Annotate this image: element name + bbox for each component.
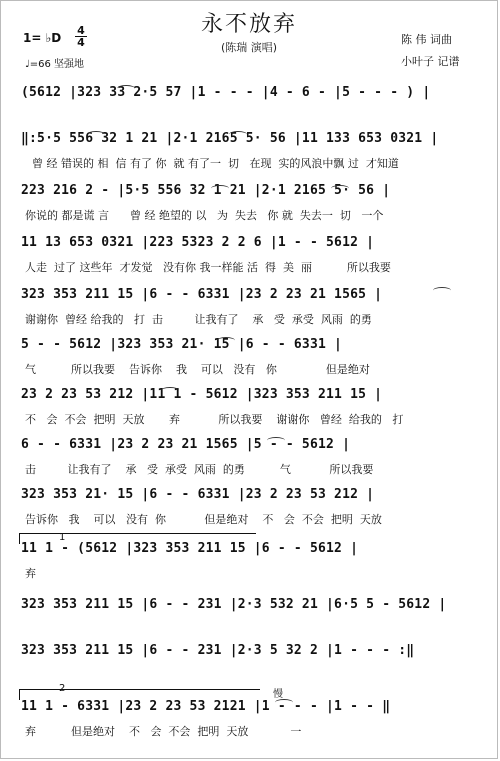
notation: 11 13 653 0321 |223 5323 2 2 6 |1 - - 5612 |	[21, 235, 375, 250]
notation: ‖:5·5 556 32 1 21 |2·1 2165 5· 56 |11 133 653 0321 |	[21, 131, 439, 146]
lyrics: 弃	[25, 567, 36, 580]
slur-mark	[229, 131, 247, 138]
lyrics: 曾 经 错误的 相 信 有了 你 就 有了一 切 在现 实的风浪中飘 过 才知道	[25, 157, 399, 170]
lyrics: 告诉你 我 可以 没有 你 但是绝对 不 会 不会 把明 天放	[25, 513, 382, 526]
score-line-10	[13, 539, 489, 593]
slur-mark	[211, 185, 229, 192]
lyrics: 弃 但是绝对 不 会 不会 把明 天放 一	[25, 725, 302, 738]
notation: 223 216 2 - |5·5 556 32 1 21 |2·1 2165 5· 56 |	[21, 183, 391, 198]
tempo-slow-marking: 慢	[273, 689, 283, 700]
notation: 6 - - 6331 |23 2 23 21 1565 |5 - - 5612 |	[21, 437, 351, 452]
volta-2-label: 2	[59, 683, 66, 694]
time-signature	[75, 25, 87, 48]
notation: 23 2 23 53 212 |11 1 - 5612 |323 353 211 15 |	[21, 387, 383, 402]
slur-mark	[87, 131, 105, 138]
slur-mark	[331, 185, 349, 192]
notation: 11 1 - 6331 |23 2 23 53 2121 |1 - - - |1 - - ‖	[21, 699, 391, 714]
slur-mark	[161, 387, 179, 394]
lyricist-credit: 陈 伟 词曲	[401, 33, 452, 46]
time-signature-top: 4	[75, 25, 87, 37]
lyrics: 人走 过了 这些年 才发觉 没有你 我一样能 活 得 美 丽 所以我要	[25, 261, 391, 274]
slur-mark	[217, 337, 235, 344]
lyrics: 你说的 都是谎 言 曾 经 绝望的 以 为 失去 你 就 失去一 切 一个	[25, 209, 384, 222]
transcriber-credit: 小叶子 记谱	[401, 55, 460, 68]
slur-mark	[117, 85, 135, 92]
key-signature: 1= ♭D	[23, 31, 62, 45]
time-signature-bottom: 4	[77, 36, 85, 49]
score-line-3	[13, 181, 489, 235]
tempo-marking: ♩=66 坚强地	[25, 59, 84, 70]
lyrics: 击 让我有了 承 受 承受 风雨 的勇 气 所以我要	[25, 463, 374, 476]
score-line-4	[13, 233, 489, 287]
notation: 5 - - 5612 |323 353 21· 15 |6 - - 6331 |	[21, 337, 343, 352]
score-line-6	[13, 335, 489, 389]
score-line-5	[13, 285, 489, 339]
score-line-8	[13, 435, 489, 489]
lyrics: 气 所以我要 告诉你 我 可以 没有 你 但是绝对	[25, 363, 370, 376]
score-line-13	[13, 697, 489, 751]
lyrics: 谢谢你 曾经 给我的 打 击 让我有了 承 受 承受 风雨 的勇	[25, 313, 372, 326]
slur-mark	[275, 699, 293, 706]
slur-mark	[267, 437, 285, 444]
score-line-9	[13, 485, 489, 539]
score-line-12	[13, 641, 489, 695]
notation: 323 353 211 15 |6 - - 231 |2·3 5 32 2 |1 - - - :‖	[21, 643, 415, 658]
song-subtitle: (陈瑞 演唱)	[220, 41, 278, 54]
lyrics: 不 会 不会 把明 天放 弃 所以我要 谢谢你 曾经 给我的 打	[25, 413, 404, 426]
slur-mark	[433, 287, 451, 294]
volta-1-label: 1	[59, 532, 66, 543]
notation: 11 1 - (5612 |323 353 211 15 |6 - - 5612 |	[21, 541, 359, 556]
score-line-2	[13, 129, 489, 183]
notation: (5612 |323 33 2·5 57 |1 - - - |4 - 6 - |5 - - - ) |	[21, 85, 431, 100]
notation: 323 353 211 15 |6 - - 231 |2·3 532 21 |6·5 5 - 5612 |	[21, 597, 447, 612]
notation: 323 353 211 15 |6 - - 6331 |23 2 23 21 1565 |	[21, 287, 383, 302]
notation: 323 353 21· 15 |6 - - 6331 |23 2 23 53 212 |	[21, 487, 375, 502]
song-title: 永不放弃	[200, 12, 297, 37]
score-line-7	[13, 385, 489, 439]
